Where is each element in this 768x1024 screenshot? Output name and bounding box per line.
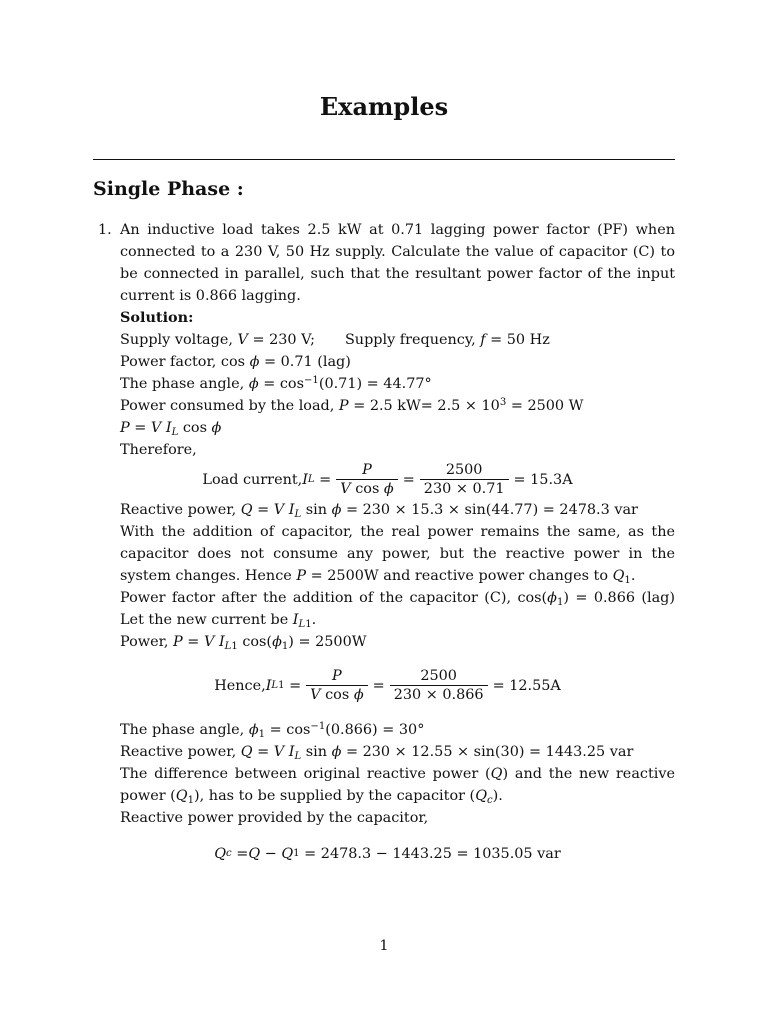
page-title: Examples [319,92,449,121]
pf-after-paragraph: Power factor after the addition of the capacitor (C), $\cos(\phi_1) = 0.866$ (lag) Let the new current be $I_{L1}$. [120,590,676,630]
fraction-numeric-2: $\frac{2500}{230 \times 0.866}$ [390,667,488,705]
solution-label: Solution: [120,309,194,326]
therefore-line: Therefore, [120,442,197,458]
power-consumed-line: Power consumed by the load, P = 2.5 $kW= 2.5 \times 10^3 = 2500$ W [120,397,584,414]
difference-paragraph: The difference between original reactive power (Q) and the new reactive power $(Q_1)$, has to be supplied by the capacitor $(Q_c)$. [120,766,675,806]
phase-angle-line-2: The phase angle, $\phi_1 = \cos^{-1}(0.866) = 30^\circ$ [120,721,425,740]
qc-equation: Q c = Q − Q 1 = 2478.3 − 1443.25 = 1035.05 var [214,846,561,862]
fraction-p-over-vcos-2: $\frac{P}{\text{V cos ϕ}}$ [306,667,367,705]
problem-statement: An inductive load takes 2.5 kW at 0.71 lagging power factor (PF) when connected to a 230 V, 50 Hz supply. Calculate the value of capacitor (C) to be connected in parallel, such that the resultant power factor of the input current is 0.866 lagging. [120,222,675,304]
page-number: 1 [379,938,389,954]
phase-angle-line: The phase angle, $\phi = \cos^{-1}(0.71) = 44.77^\circ$ [120,375,432,392]
power-formula-line: P = V $I_L$ cos ϕ [120,420,222,438]
problem-number: 1. [98,222,112,238]
load-current-equation: Load current, I L = $\frac{P}{\text{V cos ϕ}}$ = $\frac{2500}{230 \times 0.71}$ = 15.3A [202,462,573,497]
section-heading: Single Phase : [93,178,244,200]
new-current-equation: Hence, I L1 = $\frac{P}{\text{V cos ϕ}}$ = $\frac{2500}{230 \times 0.866}$ = 12.55A [214,668,561,703]
reactive-capacitor-line: Reactive power provided by the capacitor, [120,810,429,826]
fraction-p-over-vcos: $\frac{P}{\text{V cos ϕ}}$ [336,461,397,499]
problem-item [93,219,675,865]
power-line-2: Power, P = V $I_{L1}$ $\cos(\phi_1) = 2500W$ [120,634,367,652]
problem-body [93,219,675,865]
supply-line: Supply voltage, V = 230 V; Supply frequency, f = 50 Hz [120,332,550,348]
title-rule [93,159,675,160]
reactive-power-line-1: Reactive power, Q = V $I_L$ sin ϕ = 230 × 15.3 × sin(44.77) = 2478.3 var [120,502,638,520]
power-factor-line: Power factor, cos ϕ = 0.71 (lag) [120,354,351,370]
addition-paragraph: With the addition of capacitor, the real power remains the same, as the capacitor does not consume any power, but the reactive power in the system changes. Hence P = 2500W and reactive power changes to $Q_1$. [120,524,675,586]
reactive-power-line-2: Reactive power, Q = V $I_L$ sin ϕ = 230 × 12.55 × sin(30) = 1443.25 var [120,744,634,762]
fraction-numeric-1: $\frac{2500}{230 \times 0.71}$ [420,461,509,499]
